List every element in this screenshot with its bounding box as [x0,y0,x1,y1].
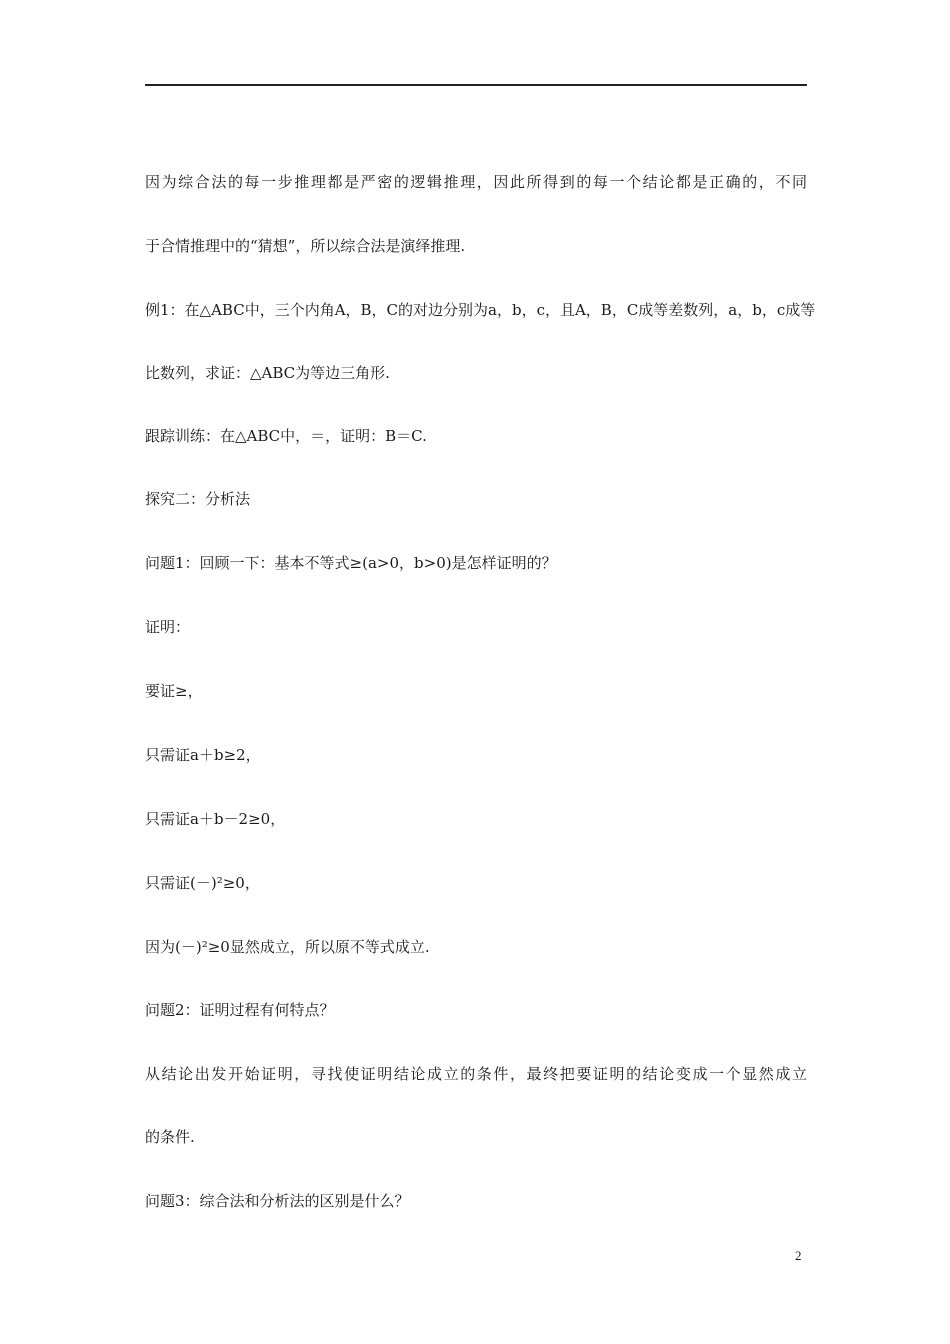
question-3: 问题3：综合法和分析法的区别是什么？ [145,1192,410,1210]
question-1: 问题1：回顾一下：基本不等式≥(a>0，b>0)是怎样证明的？ [145,554,557,572]
example-1-line: 例1：在△ABC中，三个内角A，B，C的对边分别为a，b，c，且A，B，C成等差数列，a，b，c成等 [145,301,816,319]
example-1-line: 比数列，求证：△ABC为等边三角形. [145,364,390,382]
page-number: 2 [795,1248,802,1263]
question-2: 问题2：证明过程有何特点？ [145,1001,335,1019]
answer-line: 从结论出发开始证明，寻找使证明结论成立的条件，最终把要证明的结论变成一个显然成立 [145,1065,807,1083]
exercise-line: 跟踪训练：在△ABC中，＝，证明：B＝C. [145,427,427,445]
paragraph-line: 因为综合法的每一步推理都是严密的逻辑推理，因此所得到的每一个结论都是正确的，不同 [145,173,807,191]
proof-step: 只需证(－)²≥0， [145,874,260,892]
proof-step: 只需证a＋b≥2， [145,746,261,764]
section-heading: 探究二：分析法 [145,490,251,508]
proof-step: 要证≥， [145,682,203,700]
paragraph-line: 于合情推理中的“猜想”，所以综合法是演绎推理. [145,237,466,255]
proof-step: 只需证a＋b－2≥0， [145,810,286,828]
proof-step: 因为(－)²≥0显然成立，所以原不等式成立. [145,938,430,956]
header-rule [145,84,807,86]
proof-label: 证明： [145,618,191,636]
answer-line: 的条件. [145,1128,195,1146]
